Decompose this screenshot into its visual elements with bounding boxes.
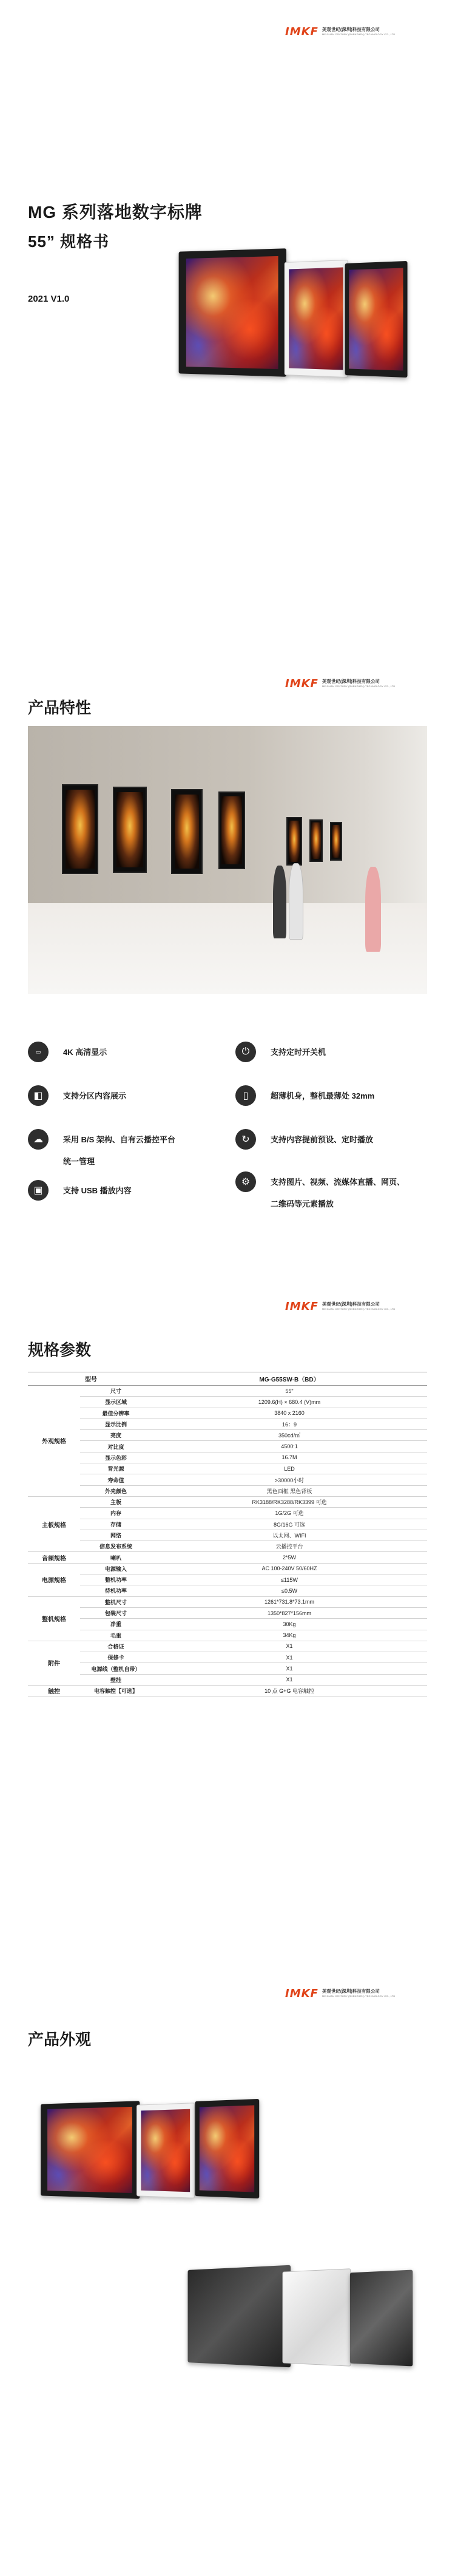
spec-value: RK3188/RK3288/RK3399 可选 (152, 1496, 427, 1507)
spec-item: 待机功率 (80, 1585, 152, 1596)
spec-value: 云播控平台 (152, 1541, 427, 1552)
spec-item: 尺寸 (80, 1386, 152, 1397)
spec-item: 电源线（整机自带） (80, 1663, 152, 1674)
spec-table (28, 1372, 427, 1696)
spec-row (28, 1596, 427, 1607)
appearance-white-front (136, 2103, 195, 2198)
feature-label-line2: 统一管理 (63, 1157, 95, 1166)
split-screen-icon: ◧ (28, 1085, 49, 1106)
feature-4k (28, 1042, 107, 1063)
spec-category: 外观规格 (28, 1386, 80, 1497)
spec-category: 附件 (28, 1641, 80, 1685)
spec-value: AC 100-240V 50/60HZ (152, 1563, 427, 1574)
spec-value: 4500:1 (152, 1441, 427, 1452)
spec-item: 显示比例 (80, 1418, 152, 1429)
showroom-photo (28, 726, 427, 994)
spec-header-row (28, 1372, 427, 1386)
feature-schedule (235, 1129, 373, 1151)
feature-usb (28, 1180, 132, 1202)
wall-display-1 (62, 784, 98, 874)
appearance-title: 产品外观 (28, 2030, 92, 2049)
cover-title: MG 系列落地数字标牌 (28, 203, 203, 222)
spec-row (28, 1530, 427, 1541)
spec-item: 对比度 (80, 1441, 152, 1452)
spec-item: 保修卡 (80, 1652, 152, 1663)
spec-value: 黑色面框 黑色背板 (152, 1485, 427, 1496)
brand-logo (285, 679, 395, 690)
spec-row (28, 1619, 427, 1630)
feature-label: 4K 高清显示 (63, 1048, 107, 1057)
wall-display-7 (330, 822, 342, 861)
spec-row (28, 1408, 427, 1418)
wall-display-4 (218, 791, 245, 869)
spec-value: LED (152, 1463, 427, 1474)
spec-value: 350cd/㎡ (152, 1430, 427, 1441)
brand-logo (285, 1301, 395, 1312)
spec-value: 16：9 (152, 1418, 427, 1429)
spec-item: 内存 (80, 1508, 152, 1519)
spec-row (28, 1508, 427, 1519)
feature-thin (235, 1085, 374, 1107)
cover-version: 2021 V1.0 (28, 294, 70, 304)
spec-value: 55" (152, 1386, 427, 1397)
appearance-black-rear-2 (350, 2270, 413, 2367)
brand-mark: IMKF (285, 25, 318, 38)
spec-value: ≤115W (152, 1574, 427, 1585)
spec-row (28, 1641, 427, 1652)
spec-category: 整机规格 (28, 1596, 80, 1641)
spec-row (28, 1652, 427, 1663)
power-icon: ⏻ (235, 1042, 256, 1062)
brand-logo (285, 1988, 395, 1999)
spec-row (28, 1430, 427, 1441)
4k-icon: ▭ (28, 1042, 49, 1062)
spec-item: 电容触控【可选】 (80, 1686, 152, 1696)
cover-page (0, 0, 455, 643)
wall-display-6 (309, 819, 323, 862)
spec-row (28, 1630, 427, 1641)
features-title: 产品特性 (28, 699, 92, 717)
spec-row (28, 1585, 427, 1596)
spec-row (28, 1541, 427, 1552)
spec-row (28, 1563, 427, 1574)
brand-name-cn: 美观世纪(深圳)科技有限公司 (322, 679, 380, 684)
spec-value: 1209.6(H) × 680.4 (V)mm (152, 1397, 427, 1408)
spec-value: X1 (152, 1641, 427, 1652)
feature-power (235, 1042, 326, 1063)
spec-row (28, 1674, 427, 1685)
brand-name-en: MEIGUAN CENTURY (SHENZHEN) TECHNOLOGY CO., LTD (322, 1995, 396, 1998)
feature-cloud (28, 1129, 175, 1173)
product-image-white-front (285, 260, 348, 378)
schedule-icon: ↻ (235, 1129, 256, 1150)
spec-value: 34Kg (152, 1630, 427, 1641)
feature-split (28, 1085, 126, 1107)
spec-row (28, 1552, 427, 1563)
spec-row (28, 1686, 427, 1696)
wall-display-3 (171, 789, 203, 874)
usb-icon: ▣ (28, 1180, 49, 1201)
feature-label: 支持图片、视频、流媒体直播、网页、 (271, 1178, 405, 1187)
appearance-black-front (41, 2101, 140, 2198)
brand-name-en: MEIGUAN CENTURY (SHENZHEN) TECHNOLOGY CO., LTD (322, 1307, 396, 1310)
brand-name-en: MEIGUAN CENTURY (SHENZHEN) TECHNOLOGY CO., LTD (322, 33, 396, 36)
spec-value: X1 (152, 1652, 427, 1663)
spec-value: 1350*827*156mm (152, 1607, 427, 1618)
spec-item: 主板 (80, 1496, 152, 1507)
wall-display-2 (113, 787, 147, 873)
spec-item: 外壳颜色 (80, 1485, 152, 1496)
spec-category: 音频规格 (28, 1552, 80, 1563)
spec-item: 亮度 (80, 1430, 152, 1441)
visitor-figure (289, 863, 303, 940)
media-icon: ⚙ (235, 1171, 256, 1192)
cover-subtitle: 55” 规格书 (28, 232, 110, 251)
spec-value: 1G/2G 可选 (152, 1508, 427, 1519)
spec-row (28, 1663, 427, 1674)
spec-category: 主板规格 (28, 1496, 80, 1551)
spec-value: X1 (152, 1674, 427, 1685)
spec-item: 喇叭 (80, 1552, 152, 1563)
spec-row (28, 1519, 427, 1530)
feature-label: 支持内容提前预设、定时播放 (271, 1135, 374, 1144)
appearance-white-rear (282, 2268, 351, 2367)
brand-name-en: MEIGUAN CENTURY (SHENZHEN) TECHNOLOGY CO., LTD (322, 685, 396, 688)
feature-label-line2: 二维码等元素播放 (271, 1199, 334, 1208)
spec-item: 显示色彩 (80, 1452, 152, 1463)
spec-value: 2*5W (152, 1552, 427, 1563)
spec-item: 净重 (80, 1619, 152, 1630)
brand-mark: IMKF (285, 1300, 318, 1313)
spec-item: 显示区域 (80, 1397, 152, 1408)
spec-header-model-label: 型号 (80, 1372, 152, 1386)
spec-row (28, 1463, 427, 1474)
spec-value: 10 点 G+G 电容触控 (152, 1686, 427, 1696)
spec-value: 1261*731.8*73.1mm (152, 1596, 427, 1607)
spec-category: 电源规格 (28, 1563, 80, 1596)
spec-item: 合格证 (80, 1641, 152, 1652)
spec-item: 整机尺寸 (80, 1596, 152, 1607)
brand-mark: IMKF (285, 1987, 318, 2000)
spec-item: 寿命值 (80, 1474, 152, 1485)
spec-item: 毛重 (80, 1630, 152, 1641)
feature-label: 支持定时开关机 (271, 1048, 326, 1057)
brand-name-cn: 美观世纪(深圳)科技有限公司 (322, 1988, 380, 1994)
spec-item: 壁挂 (80, 1674, 152, 1685)
wall-display-5 (286, 817, 302, 866)
spec-item: 网络 (80, 1530, 152, 1541)
brand-mark: IMKF (285, 677, 318, 690)
spec-value: 16.7M (152, 1452, 427, 1463)
feature-media (235, 1171, 405, 1215)
feature-label: 超薄机身，整机最薄处 32mm (271, 1091, 375, 1100)
spec-row (28, 1386, 427, 1397)
spec-row (28, 1441, 427, 1452)
feature-label: 采用 B/S 架构、自有云播控平台 (63, 1135, 175, 1144)
spec-header-model-value: MG-G55SW-B（BD） (152, 1372, 427, 1386)
cloud-icon: ☁ (28, 1129, 49, 1150)
spec-item: 电源输入 (80, 1563, 152, 1574)
spec-row (28, 1496, 427, 1507)
feature-label: 支持 USB 播放内容 (63, 1186, 132, 1195)
spec-value: 以太网、WIFI (152, 1530, 427, 1541)
spec-item: 整机功率 (80, 1574, 152, 1585)
spec-item: 最佳分辨率 (80, 1408, 152, 1418)
spec-row (28, 1474, 427, 1485)
brand-logo (285, 27, 395, 38)
product-image-black-side (345, 261, 408, 378)
spec-value: 30Kg (152, 1619, 427, 1630)
spec-value: >30000小时 (152, 1474, 427, 1485)
brand-name-cn: 美观世纪(深圳)科技有限公司 (322, 27, 380, 32)
spec-item: 信息发布系统 (80, 1541, 152, 1552)
spec-item: 背光源 (80, 1463, 152, 1474)
spec-value: 8G/16G 可选 (152, 1519, 427, 1530)
visitor-figure (365, 867, 381, 952)
spec-row (28, 1607, 427, 1618)
thin-body-icon: ▯ (235, 1085, 256, 1106)
feature-label: 支持分区内容展示 (63, 1091, 127, 1100)
appearance-black-rear (188, 2265, 291, 2368)
spec-item: 存储 (80, 1519, 152, 1530)
spec-value: 3840 x 2160 (152, 1408, 427, 1418)
spec-row (28, 1485, 427, 1496)
spec-value: ≤0.5W (152, 1585, 427, 1596)
spec-row (28, 1397, 427, 1408)
appearance-black-angle (195, 2099, 259, 2198)
spec-value: X1 (152, 1663, 427, 1674)
specs-title: 规格参数 (28, 1341, 92, 1359)
spec-item: 包装尺寸 (80, 1607, 152, 1618)
spec-category: 触控 (28, 1686, 80, 1696)
spec-row (28, 1418, 427, 1429)
spec-row (28, 1574, 427, 1585)
spec-row (28, 1452, 427, 1463)
brand-name-cn: 美观世纪(深圳)科技有限公司 (322, 1301, 380, 1307)
product-image-black-front (179, 248, 286, 377)
visitor-figure (273, 866, 286, 938)
